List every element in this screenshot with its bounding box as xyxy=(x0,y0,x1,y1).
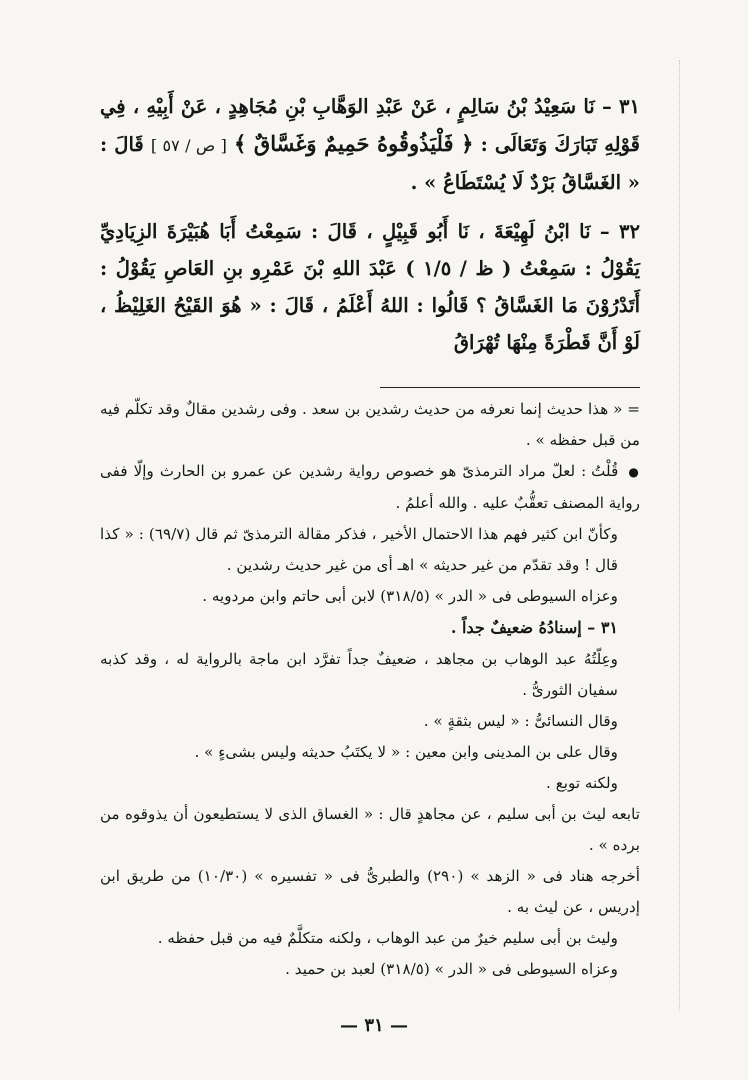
hadith-32-number: ٣٢ – xyxy=(599,220,640,243)
main-text xyxy=(100,88,640,361)
hadith-32-text: نَا ابْنُ لَهِيْعَةَ ، نَا أَبُو قَبِيْلٍ ، قَالَ : سَمِعْتُ أَبَا هُبَيْرَةَ الزِيَادِيِّ يَقُوْلُ : سَمِعْتُ ( ظ / ١/٥ ) عَبْدَ اللهِ بْنَ عَمْرِو بنِ العَاصِ يَقُوْلُ : أَتَدْرُوْنَ مَا الغَسَّاقُ ؟ قَالُوا : اللهُ أَعْلَمُ ، قَالَ : « هُوَ القَيْحُ الغَلِيْظُ ، لَوْ أَنَّ قَطْرَةً مِنْهَا تُهْرَاقُ xyxy=(100,220,640,354)
note-1: = « هذا حديث إنما نعرفه من حديث رشدين بن سعد . وفى رشدين مقالٌ وقد تكلّم فيه من قبل حفظه » . xyxy=(100,400,640,449)
note-13: وعزاه السيوطى فى « الدر » (٣١٨/٥) لعبد بن حميد . xyxy=(285,960,618,978)
note-2-text: قُلْتُ : لعلّ مراد الترمذىّ هو خصوص رواية رشدين عن عمرو بن الحارث وإلّا ففى رواية المصنف تعقُّبٌ عليه . والله أعلمُ . xyxy=(100,462,640,512)
page-content xyxy=(100,88,640,985)
footnote-separator xyxy=(380,387,640,388)
hadith-31 xyxy=(100,88,640,201)
page-edge-dots xyxy=(679,60,680,1010)
hadith-31-tail: قَالَ : « الغَسَّاقُ بَرْدٌ لَا يُسْتَطَاعُ » . xyxy=(100,133,640,194)
note-7: وقال النسائىُّ : « ليس بثقةٍ » . xyxy=(423,712,618,730)
note-3: وكأنّ ابن كثير فهم هذا الاحتمال الأخير ، فذكر مقالة الترمذىّ ثم قال (٦٩/٧) : « كذا قال ! وقد تقدّم من غير حديثه » اهـ أى من غير حديث رشدين . xyxy=(100,525,618,574)
note-5-heading xyxy=(100,612,640,644)
hadith-32 xyxy=(100,213,640,361)
hadith-31-number: ٣١ – xyxy=(602,95,640,118)
hadith-31-quran-verse: ﴿ فَلْيَذُوقُوهُ حَمِيمٌ وَغَسَّاقٌ ﴾ xyxy=(233,131,474,156)
note-4: وعزاه السيوطى فى « الدر » (٣١٨/٥) لابن أبى حاتم وابن مردويه . xyxy=(202,587,618,605)
hadith-31-verse-ref: [ ص / ٥٧ ] xyxy=(150,136,227,155)
isnad-grade-heading: ٣١ – إسنادُهُ ضعيفٌ جداً . xyxy=(450,618,618,637)
note-2 xyxy=(100,456,640,519)
hadith-31-text: نَا سَعِيْدُ بْنُ سَالِمٍ ، عَنْ عَبْدِ الوَهَّابِ بْنِ مُجَاهِدٍ ، عَنْ أَبِيْهِ ، فِي قَوْلِهِ تَبَارَكَ وَتَعَالَى : xyxy=(100,95,641,156)
note-12: وليث بن أبى سليم خيرٌ من عبد الوهاب ، ولكنه متكلَّمٌ فيه من قبل حفظه . xyxy=(157,929,618,947)
note-11: أخرجه هناد فى « الزهد » (٢٩٠) والطبرىُّ فى « تفسيره » (١٠/٣٠) من طريق ابن إدريس ، عن ليث به . xyxy=(100,867,640,916)
footnote-separator-wrap xyxy=(100,373,640,394)
note-10: تابعه ليث بن أبى سليم ، عن مجاهدٍ قال : « الغساق الذى لا يستطيعون أن يذوقوه من برده » . xyxy=(100,805,640,854)
note-8: وقال على بن المدينى وابن معين : « لا يكتَبُ حديثه وليس بشىءٍ » . xyxy=(194,743,618,761)
note-9: ولكنه توبع . xyxy=(546,774,618,792)
note-6: وعِلّتُهُ عبد الوهاب بن مجاهد ، ضعيفٌ جداً تفرَّد ابن ماجة بالرواية له ، وقد كذبه سفيان الثورىُّ . xyxy=(100,650,618,699)
page-number: — ٣١ — xyxy=(340,1015,408,1036)
bullet-icon: ● xyxy=(628,465,641,479)
footnotes xyxy=(100,394,640,985)
